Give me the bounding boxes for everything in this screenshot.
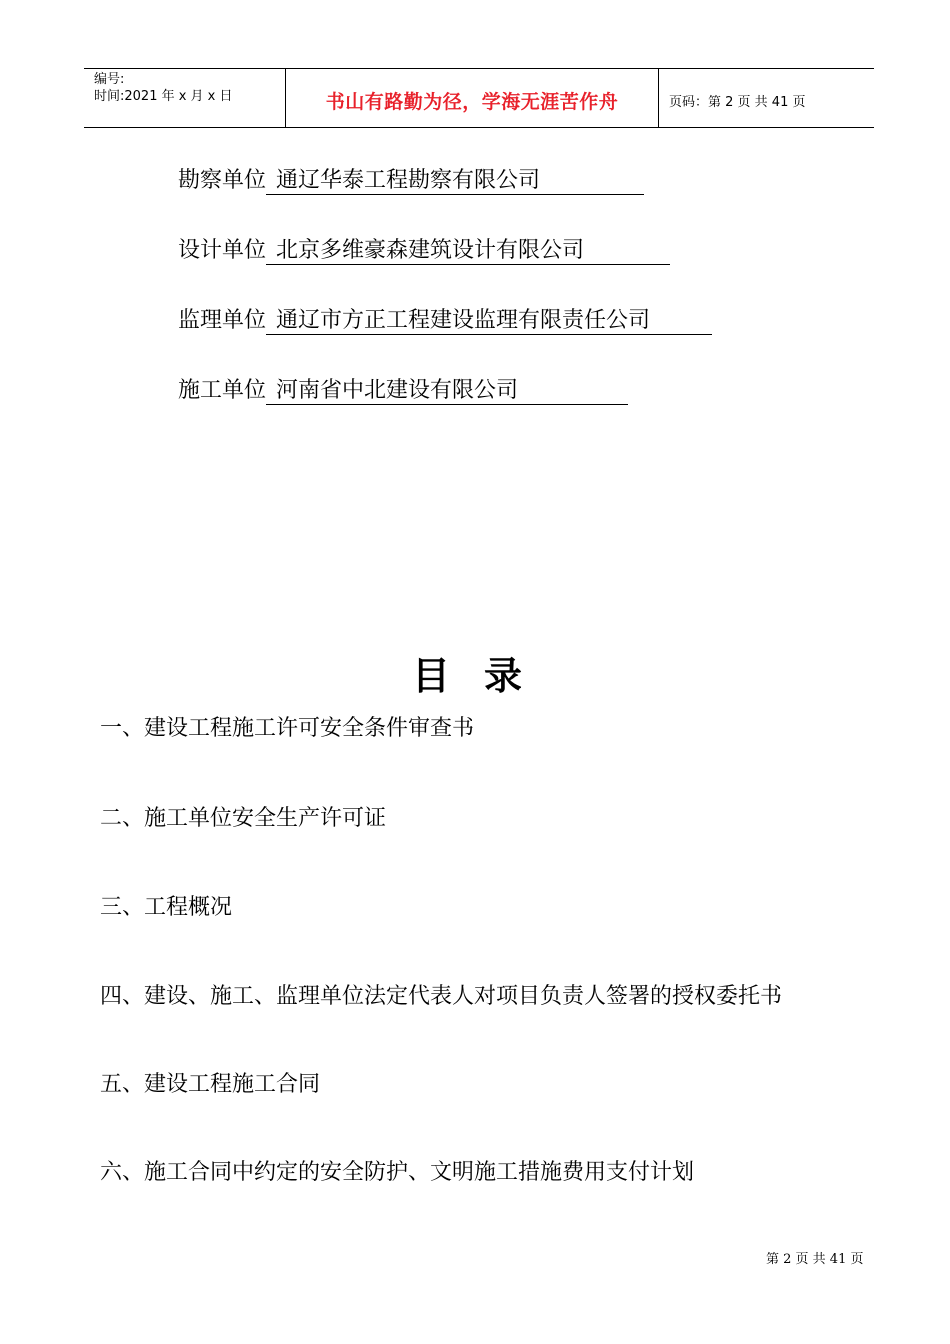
toc-item: 二、施工单位安全生产许可证 [100, 806, 387, 831]
toc-item: 五、建设工程施工合同 [100, 1072, 321, 1097]
header-page-cell [659, 69, 874, 127]
unit-row-design [178, 236, 670, 266]
toc-title: 目录 [411, 654, 556, 698]
document-date: 时间:2021 年 x 月 x 日 [94, 89, 233, 104]
page-header [84, 68, 874, 128]
unit-label: 施工单位 [178, 378, 267, 403]
header-motto: 书山有路勤为径，学海无涯苦作舟 [325, 90, 619, 113]
header-meta-cell [84, 69, 286, 127]
unit-label: 勘察单位 [178, 168, 267, 193]
unit-row-construction [178, 376, 628, 406]
header-motto-cell [286, 69, 659, 127]
unit-row-supervision [178, 306, 712, 336]
toc-item: 一、建设工程施工许可安全条件审查书 [100, 716, 475, 741]
toc-item: 六、施工合同中约定的安全防护、文明施工措施费用支付计划 [100, 1160, 695, 1185]
unit-value: 北京多维豪森建筑设计有限公司 [266, 238, 670, 265]
unit-row-survey [178, 166, 644, 196]
unit-value: 通辽市方正工程建设监理有限责任公司 [266, 308, 712, 335]
toc-item: 三、工程概况 [100, 895, 233, 920]
header-page-info: 页码：第 2 页 共 41 页 [669, 94, 806, 110]
document-number-label: 编号: [94, 72, 125, 87]
unit-value: 通辽华泰工程勘察有限公司 [266, 168, 644, 195]
unit-label: 监理单位 [178, 308, 267, 333]
page-footer-number: 第 2 页 共 41 页 [766, 1252, 864, 1267]
unit-label: 设计单位 [178, 238, 267, 263]
unit-value: 河南省中北建设有限公司 [266, 378, 628, 405]
toc-item: 四、建设、施工、监理单位法定代表人对项目负责人签署的授权委托书 [100, 984, 783, 1009]
